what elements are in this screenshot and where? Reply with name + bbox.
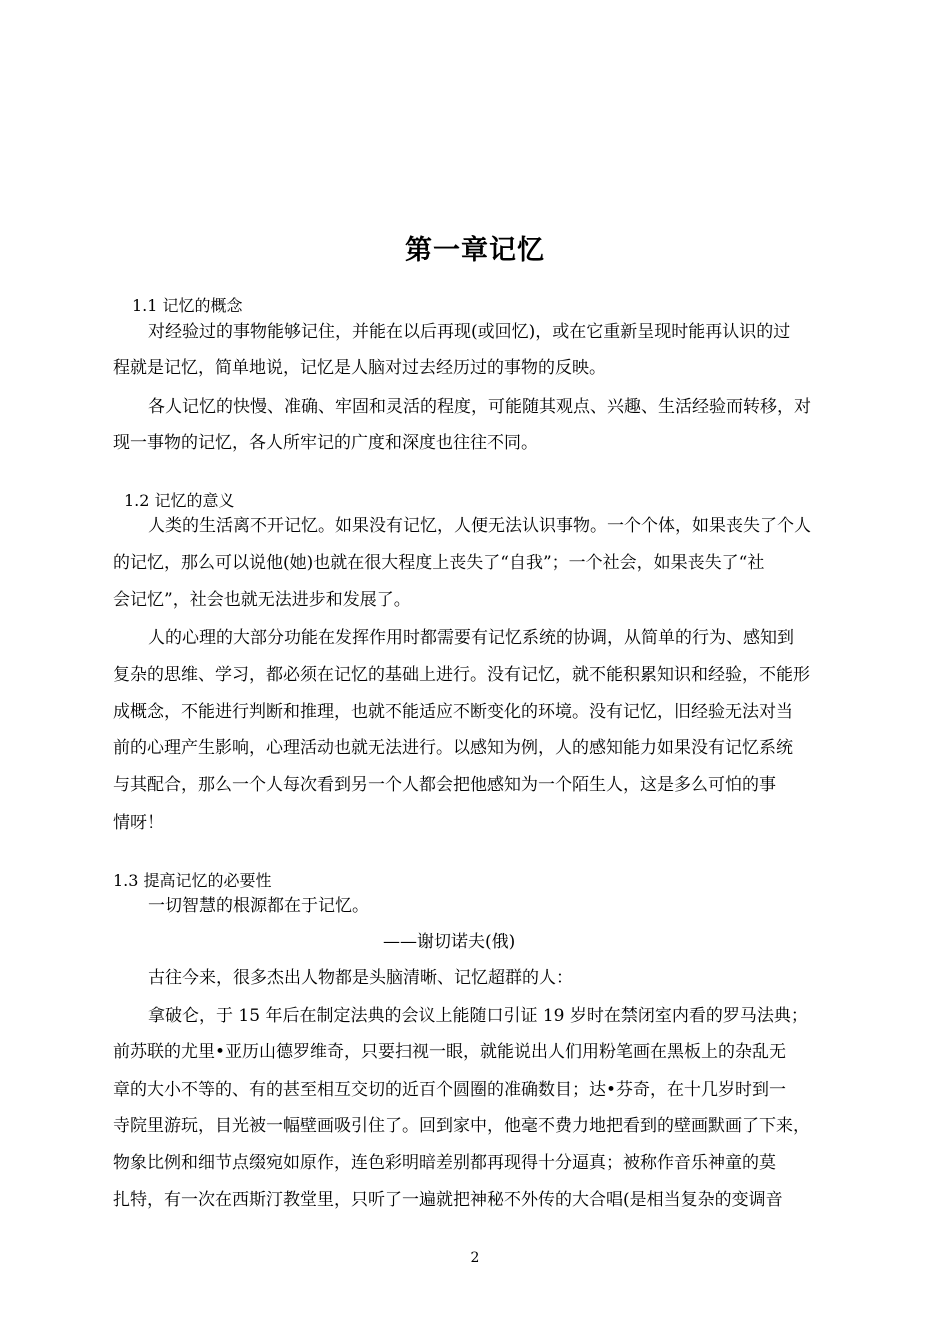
paragraph-line: 前苏联的尤里•亚历山德罗维奇，只要扫视一眼，就能说出人们用粉笔画在黑板上的杂乱无 bbox=[113, 1042, 787, 1062]
chapter-title: 第一章记忆 bbox=[405, 235, 545, 266]
paragraph-line: 成概念，不能进行判断和推理，也就不能适应不断变化的环境。没有记忆，旧经验无法对当 bbox=[113, 702, 793, 722]
paragraph-line: 对经验过的事物能够记住，并能在以后再现(或回忆)，或在它重新呈现时能再认识的过 bbox=[148, 322, 791, 342]
paragraph-line: 古往今来，很多杰出人物都是头脑清晰、记忆超群的人： bbox=[148, 968, 573, 988]
section-heading-1-3: 1.3 提高记忆的必要性 bbox=[113, 871, 272, 890]
paragraph-line: 现一事物的记忆，各人所牢记的广度和深度也往往不同。 bbox=[113, 433, 538, 453]
paragraph-line: 人的心理的大部分功能在发挥作用时都需要有记忆系统的协调，从简单的行为、感知到 bbox=[148, 628, 794, 648]
paragraph-line: 人类的生活离不开记忆。如果没有记忆，人便无法认识事物。一个个体，如果丧失了个人 bbox=[148, 516, 811, 536]
paragraph-line: 的记忆，那么可以说他(她)也就在很大程度上丧失了“自我”；一个社会，如果丧失了“社 bbox=[113, 553, 765, 573]
page-number: 2 bbox=[470, 1250, 480, 1266]
paragraph-line: 情呀！ bbox=[113, 813, 164, 833]
section-heading-1-1: 1.1 记忆的概念 bbox=[132, 296, 243, 315]
paragraph-line: 会记忆”，社会也就无法进步和发展了。 bbox=[113, 590, 411, 610]
section-heading-1-2: 1.2 记忆的意义 bbox=[124, 491, 235, 510]
paragraph-line: 复杂的思维、学习，都必须在记忆的基础上进行。没有记忆，就不能积累知识和经验，不能形 bbox=[113, 665, 810, 685]
paragraph-line: 物象比例和细节点缀宛如原作，连色彩明暗差别都再现得十分逼真；被称作音乐神童的莫 bbox=[113, 1153, 776, 1173]
epigraph-attribution: ——谢切诺夫(俄) bbox=[383, 932, 516, 952]
epigraph-quote: 一切智慧的根源都在于记忆。 bbox=[148, 896, 369, 916]
paragraph-line: 与其配合，那么一个人每次看到另一个人都会把他感知为一个陌生人，这是多么可怕的事 bbox=[113, 775, 776, 795]
paragraph-line: 程就是记忆，简单地说，记忆是人脑对过去经历过的事物的反映。 bbox=[113, 358, 606, 378]
paragraph-line: 章的大小不等的、有的甚至相互交切的近百个圆圈的准确数目；达•芬奇，在十几岁时到一 bbox=[113, 1080, 787, 1100]
paragraph-line: 扎特，有一次在西斯汀教堂里，只听了一遍就把神秘不外传的大合唱(是相当复杂的变调音 bbox=[113, 1190, 783, 1210]
paragraph-line: 寺院里游玩，目光被一幅壁画吸引住了。回到家中，他毫不费力地把看到的壁画默画了下来， bbox=[113, 1116, 810, 1136]
paragraph-line: 前的心理产生影响，心理活动也就无法进行。以感知为例，人的感知能力如果没有记忆系统 bbox=[113, 738, 793, 758]
paragraph-line: 拿破仑，于 15 年后在制定法典的会议上能随口引证 19 岁时在禁闭室内看的罗马法典； bbox=[148, 1006, 808, 1026]
paragraph-line: 各人记忆的快慢、准确、牢固和灵活的程度，可能随其观点、兴趣、生活经验而转移，对 bbox=[148, 397, 811, 417]
